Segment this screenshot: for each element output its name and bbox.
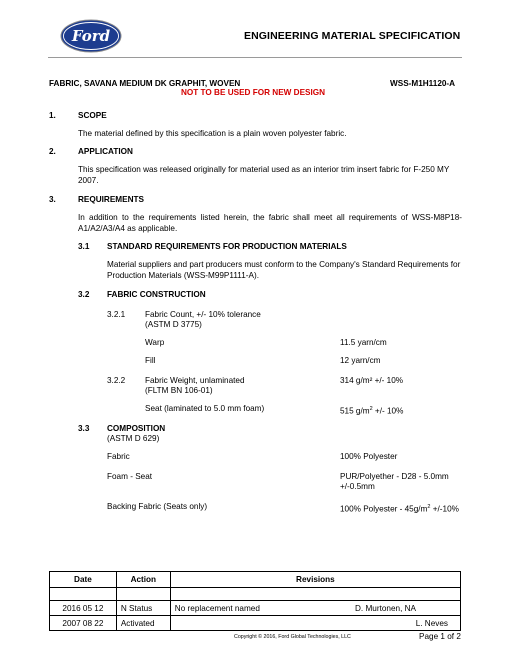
seat-weight-label: Seat (laminated to 5.0 mm foam) [145,404,265,413]
section-1-number: 1. [49,111,56,120]
revisions-table [49,571,461,631]
section-3-1-title: STANDARD REQUIREMENTS FOR PRODUCTION MATERIALS [107,242,347,251]
warp-label: Warp [145,338,165,347]
ford-logo [60,19,122,53]
seat-weight-value: 515 $g/m^2$ +/- 10% [340,406,404,416]
backing-value: 100% Polyester - $45g/m^2 +/-10\%$ [340,504,459,514]
action-column-header: Action [116,572,170,588]
revision-action: Activated [116,616,170,631]
section-3-number: 3. [49,195,56,204]
section-1-title: SCOPE [78,111,107,120]
page-number: Page 1 of 2 [419,632,461,641]
section-2-number: 2. [49,147,56,156]
section-1-text: The material defined by this specification is a plain woven polyester fabric. [78,129,347,138]
revisions-column-header: Revisions [170,572,460,588]
revision-description: No replacement named [174,603,260,613]
warp-value: 11.5 yarn/cm [340,338,387,347]
section-3-1-text: Material suppliers and part producers must conform to the Company's Standard Requirements for Production Materials (WSS-M99P1111-A). [107,260,461,280]
fill-label: Fill [145,356,156,365]
section-3-1-number: 3.1 [78,242,90,251]
revision-date: 2016 05 12 [50,601,117,616]
item-3-2-1-number: 3.2.1 [107,310,126,319]
date-column-header: Date [50,572,117,588]
status-warning: NOT TO BE USED FOR NEW DESIGN [181,88,326,97]
revision-description-cell [170,601,460,616]
item-3-2-1-method: (ASTM D 3775) [145,320,202,329]
revision-description-cell [170,616,460,631]
fabric-label: Fabric [107,452,130,461]
section-2-text: This specification was released originally for material used as an interior trim insert fabric for F-250 MY 2007. [78,165,450,185]
section-2-title: APPLICATION [78,147,133,156]
document-title: ENGINEERING MATERIAL SPECIFICATION [244,30,461,42]
revisions-header-row [50,572,461,588]
spec-name: FABRIC, SAVANA MEDIUM DK GRAPHIT, WOVEN [49,79,241,88]
foam-label: Foam - Seat [107,472,153,481]
section-3-2-title: FABRIC CONSTRUCTION [107,290,206,299]
table-spacer-row [50,588,461,601]
item-3-2-1-label: Fabric Count, +/- 10% tolerance [145,310,261,319]
section-3-3-number: 3.3 [78,424,90,433]
item-3-2-2-label: Fabric Weight, unlaminated [145,376,245,385]
fabric-value: 100% Polyester [340,452,398,461]
revision-action: N Status [116,601,170,616]
logo-text: Ford [71,27,111,45]
table-row [50,601,461,616]
header-divider [48,57,462,58]
section-3-text: In addition to the requirements listed herein, the fabric shall meet all requirements of WSS-M8P18-A1/A2/A3/A4 as applicable. [78,213,462,233]
revision-author: L. Neves [415,618,448,628]
section-3-3-title: COMPOSITION [107,424,166,433]
foam-value-line1: PUR/Polyether - D28 - 5.0mm [340,472,449,481]
table-row [50,616,461,631]
foam-value-line2: +/-0.5mm [340,482,375,491]
fabric-weight-value: 314 g/m² +/- 10% [340,376,404,385]
section-3-title: REQUIREMENTS [78,195,144,204]
copyright-notice: Copyright © 2016, Ford Global Technologies, LLC [234,634,351,640]
backing-label: Backing Fabric (Seats only) [107,502,208,511]
item-3-2-2-method: (FLTM BN 106-01) [145,386,213,395]
spec-number: WSS-M1H1120-A [390,79,456,88]
section-3-3-method: (ASTM D 629) [107,434,160,443]
revision-author: D. Murtonen, NA [355,603,416,613]
fill-value: 12 yarn/cm [340,356,381,365]
revision-date: 2007 08 22 [50,616,117,631]
item-3-2-2-number: 3.2.2 [107,376,126,385]
section-3-2-number: 3.2 [78,290,90,299]
